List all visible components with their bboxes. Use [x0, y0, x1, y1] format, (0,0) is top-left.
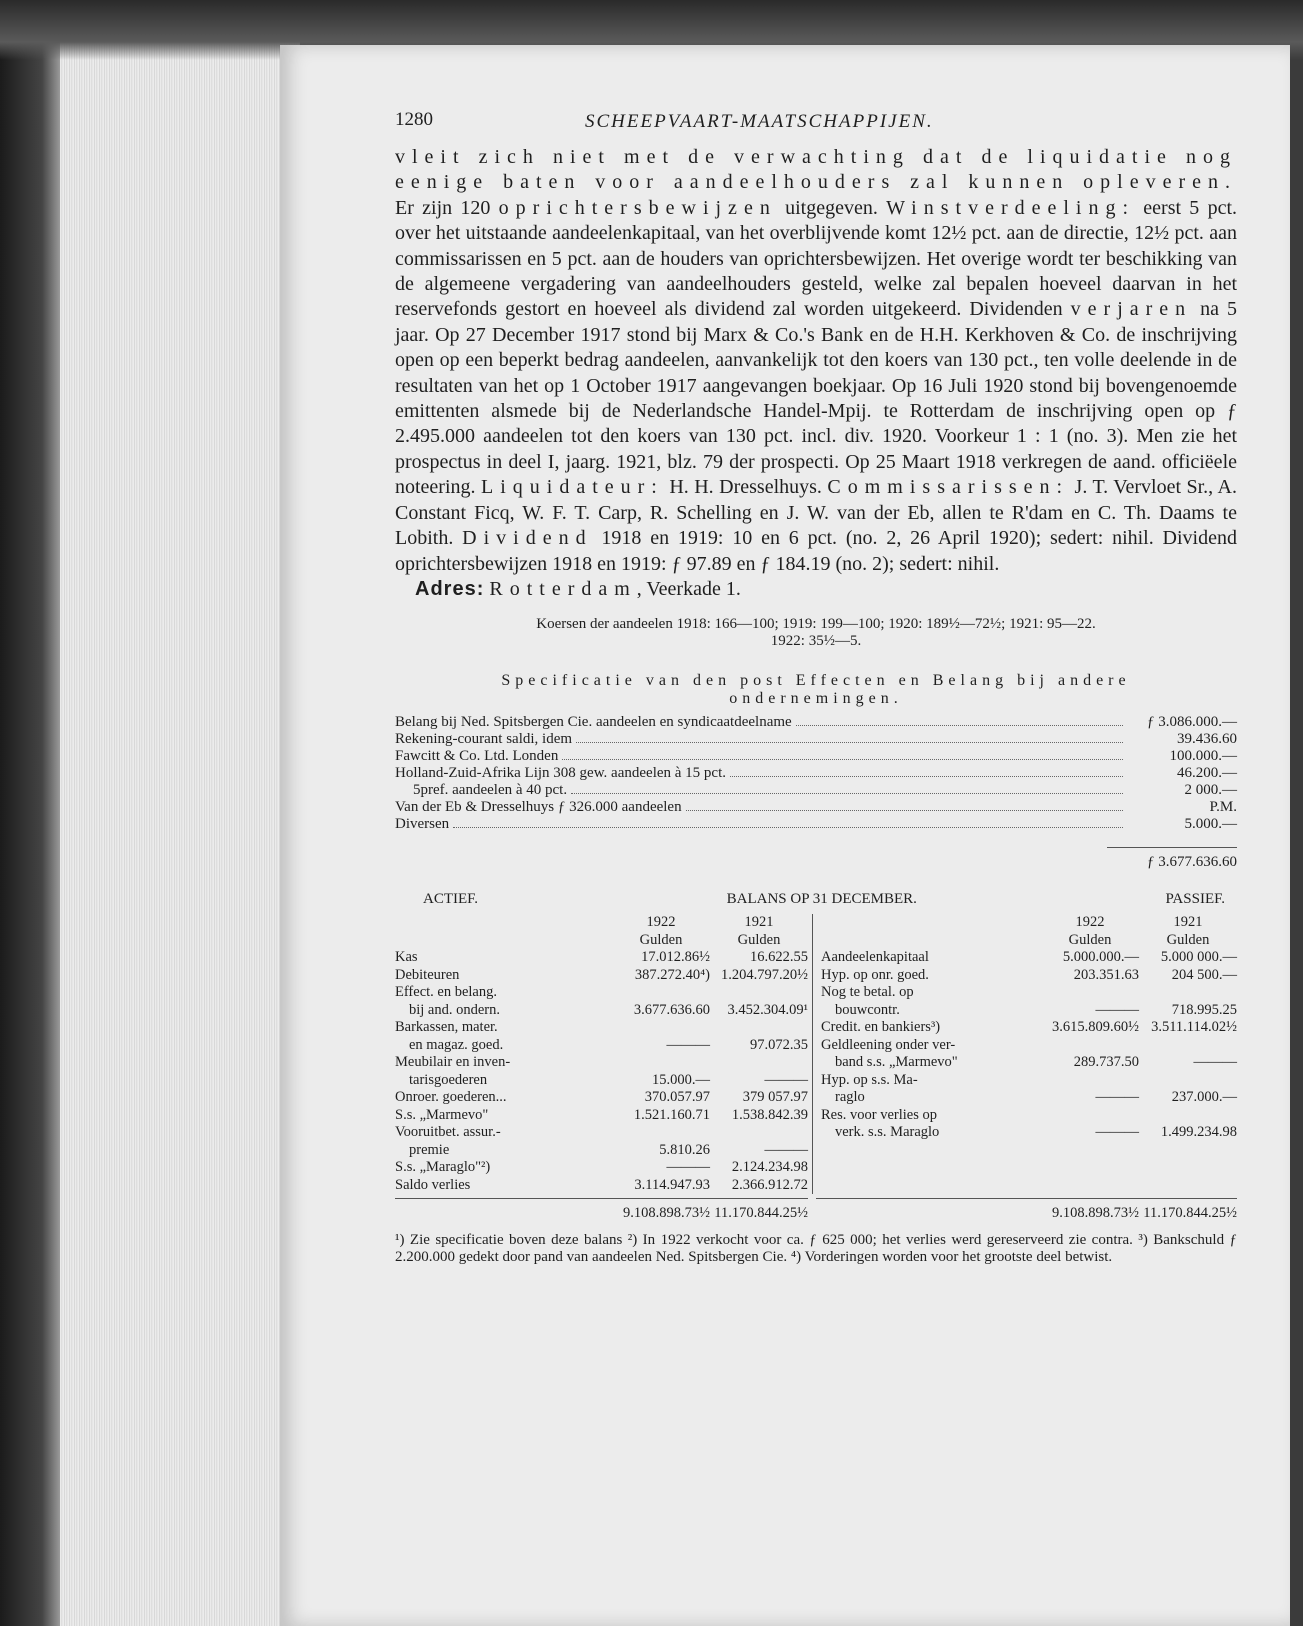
spec-amount: 100.000.—: [1169, 748, 1237, 765]
footnotes: ¹) Zie specificatie boven deze balans ²) In 1922 verkocht voor ca. ƒ 625 000; het verlies werd gereserveerd zie contra. ³) Bankschuld ƒ 2.200.000 gedekt door pand van aandeelen Ned. Spitsbergen Cie. ⁴) Vorderingen worden voor het grootste deel betwist.: [395, 1232, 1237, 1265]
unit-label: Gulden: [639, 931, 683, 948]
passief-label-cell: raglo: [835, 1089, 865, 1106]
actief-label-cell: Debiteuren: [395, 966, 460, 983]
actief-label-cell: Kas: [395, 949, 418, 966]
actief-1922: ———: [666, 1159, 710, 1176]
actief-label: ACTIEF.: [423, 891, 479, 908]
specificatie-list: [395, 714, 1237, 833]
actief-1921: ———: [764, 1071, 808, 1088]
actief-1921: 97.072.35: [750, 1036, 808, 1053]
actief-row: [395, 1177, 808, 1195]
adres-city: Rotterdam: [489, 577, 637, 600]
commissarissen-heading: Commissarissen:: [827, 476, 1070, 499]
spec-amount: P.M.: [1209, 799, 1237, 816]
actief-row: [395, 967, 808, 985]
actief-row: [395, 1054, 808, 1072]
actief-1922: ———: [666, 1036, 710, 1053]
dividend-heading: Dividend: [462, 527, 593, 550]
actief-row: [395, 1089, 808, 1107]
passief-1921: 3.511.114.02½: [1151, 1019, 1237, 1036]
spec-label: Rekening-courant saldi, idem: [395, 731, 573, 748]
year-1922: 1922: [1075, 914, 1105, 931]
actief-1921: 3.452.304.09¹: [727, 1001, 808, 1018]
year-1922: 1922: [646, 914, 676, 931]
passief-label-cell: Res. voor verlies op: [821, 1106, 937, 1123]
passief-row: [821, 967, 1237, 985]
koersen-block: [395, 616, 1237, 650]
actief-total-1922: 9.108.898.73½: [623, 1205, 710, 1222]
passief-1922: 5.000.000.—: [1062, 949, 1139, 966]
dot-leader: [796, 725, 1123, 726]
actief-row: [395, 984, 808, 1002]
passief-label-cell: Geldleening onder ver-: [821, 1036, 956, 1053]
actief-1922: 1.521.160.71: [633, 1106, 710, 1123]
passief-label-cell: Hyp. op s.s. Ma-: [821, 1071, 918, 1088]
actief-1921: ———: [764, 1141, 808, 1158]
balance-sheet: [395, 914, 1237, 1194]
spec-row: [395, 731, 1237, 748]
adres-label: Adres:: [415, 577, 485, 600]
passief-label: PASSIEF.: [1165, 891, 1225, 908]
body-text-1: vleit zich niet met de verwachting dat de liquidatie nog eenige baten voor aandeelhouders zal kunnen opleveren.: [395, 146, 1237, 194]
passief-1921: 1.499.234.98: [1160, 1124, 1237, 1141]
koersen-line-2: 1922: 35½—5.: [770, 633, 862, 650]
actief-label-cell: tarisgoederen: [409, 1071, 488, 1088]
passief-1921: 5.000 000.—: [1160, 949, 1237, 966]
spec-label: Fawcitt & Co. Ltd. Londen: [395, 748, 559, 765]
body-text-2: Er zijn 120: [395, 196, 499, 219]
spec-row: [395, 799, 1237, 816]
actief-row: [395, 1019, 808, 1037]
actief-1922: 17.012.86½: [641, 949, 710, 966]
passief-row: [821, 1002, 1237, 1020]
passief-row: [821, 1089, 1237, 1107]
actief-1921: 2.366.912.72: [731, 1176, 808, 1193]
page-content: [395, 105, 1237, 1265]
passief-label-cell: Nog te betal. op: [821, 984, 914, 1001]
passief-1922: ———: [1095, 1089, 1139, 1106]
passief-row: [821, 1037, 1237, 1055]
balance-totals: [395, 1198, 1237, 1222]
actief-row: [395, 949, 808, 967]
balans-heading: [395, 891, 1237, 908]
spec-label: Diversen: [395, 816, 450, 833]
actief-row: [395, 1124, 808, 1142]
specificatie-title-line-1: Specificatie van den post Effecten en Belang bij andere: [501, 672, 1131, 690]
page-header: [395, 105, 1237, 145]
spec-row: [395, 765, 1237, 782]
dot-leader: [686, 810, 1123, 811]
specificatie-title-line-2: ondernemingen.: [729, 690, 903, 708]
passief-1921: 237.000.—: [1171, 1089, 1237, 1106]
actief-1922: 15.000.—: [652, 1071, 710, 1088]
passief-totals: [816, 1198, 1237, 1222]
passief-label-cell: bouwcontr.: [835, 1001, 900, 1018]
page-number: 1280: [395, 109, 433, 130]
actief-row: [395, 1037, 808, 1055]
spec-amount: 2 000.—: [1184, 782, 1237, 799]
body-text-8: na 5 jaar. Op 27 December 1917 stond bij Marx & Co.'s Bank en de H.H. Kerkhoven & Co. de inschrijving open op een beperkt bedrag aandeelen, aanvankelijk tot den koers van 130 pct., ten volle deelende in de resultaten van het op 1 October 1917 aangevangen boekjaar. Op 16 Juli 1920 stond bij bovengenoemde emittenten alsmede bij de Nederlandsche Handel-Mpij. te Rotterdam de inschrijving open op ƒ 2.495.000 aandeelen tot den koers van 130 pct. incl. div. 1920. Voorkeur 1 : 1 (no. 3). Men zie het prospectus in deel I, jaarg. 1921, blz. 79 der prospecti. Op 25 Maart 1918 verkregen de aand. officiëele noteering.: [395, 298, 1237, 499]
passief-label-cell: band s.s. „Marmevo": [835, 1054, 958, 1071]
actief-1922: 387.272.40⁴): [634, 966, 710, 983]
actief-1922: 370.057.97: [644, 1089, 710, 1106]
passief-row: [821, 984, 1237, 1002]
actief-label-cell: premie: [409, 1141, 450, 1158]
actief-label-cell: S.s. „Maraglo"²): [395, 1159, 491, 1176]
body-text-3: oprichtersbewijzen: [498, 196, 777, 219]
book-page: [280, 45, 1290, 1626]
passief-label-cell: Aandeelenkapitaal: [821, 949, 929, 966]
actief-label-cell: bij and. ondern.: [409, 1001, 501, 1018]
dot-leader: [571, 793, 1123, 794]
winstverdeeling-heading: Winstverdeeling:: [886, 196, 1136, 219]
passief-label-cell: Credit. en bankiers³): [821, 1019, 941, 1036]
actief-label-cell: Meubilair en inven-: [395, 1054, 511, 1071]
dot-leader: [562, 759, 1123, 760]
adres-rest: , Veerkade 1.: [636, 577, 741, 600]
dot-leader: [576, 742, 1123, 743]
actief-1922: 5.810.26: [659, 1141, 710, 1158]
passief-1921: 204 500.—: [1171, 966, 1237, 983]
spec-label: Belang bij Ned. Spitsbergen Cie. aandeelen en syndicaatdeelname: [395, 714, 792, 731]
passief-1921: ———: [1193, 1054, 1237, 1071]
passief-row: [821, 949, 1237, 967]
specificatie-title: [395, 672, 1237, 708]
spec-amount: ƒ 3.086.000.—: [1147, 714, 1237, 731]
year-header: [395, 914, 808, 932]
passief-row: [821, 1124, 1237, 1142]
actief-1921: 1.538.842.39: [731, 1106, 808, 1123]
year-1921: 1921: [1173, 914, 1203, 931]
body-text-12: J. T. Vervloet Sr., A. Constant Ficq, W. F. T. Carp, R. Schelling en J. W. van der Eb, allen te R'dam en C. Th. Daams te Lobith.: [395, 476, 1237, 550]
body-text-10: H. H. Dresselhuys.: [663, 476, 828, 499]
passief-label-cell: Hyp. op onr. goed.: [821, 966, 929, 983]
passief-total-1922: 9.108.898.73½: [1052, 1205, 1139, 1222]
actief-row: [395, 1159, 808, 1177]
passief-row: [821, 1054, 1237, 1072]
dot-leader: [730, 776, 1123, 777]
balans-title: BALANS OP 31 DECEMBER.: [726, 891, 917, 908]
spec-row: [395, 782, 1237, 799]
spec-row: [395, 816, 1237, 833]
body-text-14: 1918 en 1919: 10 en 6 pct. (no. 2, 26 April 1920); sedert: nihil. Dividend oprichtersbewijzen 1918 en 1919: ƒ 97.89 en ƒ 184.19 (no. 2); sedert: nihil.: [395, 527, 1237, 575]
passief-1922: ———: [1095, 1001, 1139, 1018]
unit-label: Gulden: [1166, 931, 1210, 948]
spec-row: [395, 714, 1237, 731]
actief-1921: 1.204.797.20½: [721, 966, 808, 983]
year-header: [821, 914, 1237, 932]
spec-row: [395, 748, 1237, 765]
actief-column: [395, 914, 813, 1194]
passief-1921: 718.995.25: [1171, 1001, 1237, 1018]
passief-1922: 203.351.63: [1073, 966, 1139, 983]
actief-label-cell: en magaz. goed.: [409, 1036, 504, 1053]
actief-label-cell: Barkassen, mater.: [395, 1019, 498, 1036]
body-paragraph: [395, 145, 1237, 602]
verjaren-heading: verjaren: [1070, 298, 1193, 321]
year-1921: 1921: [744, 914, 774, 931]
actief-totals: [395, 1198, 808, 1222]
actief-label-cell: Effect. en belang.: [395, 984, 497, 1001]
unit-label: Gulden: [1068, 931, 1112, 948]
passief-1922: 289.737.50: [1073, 1054, 1139, 1071]
actief-row: [395, 1142, 808, 1160]
actief-total-1921: 11.170.844.25½: [714, 1205, 808, 1222]
actief-label-cell: S.s. „Marmevo": [395, 1106, 489, 1123]
body-text-6: eerst 5 pct. over het uitstaande aandeelenkapitaal, van het overblijvende komt 12½ pct. aan de directie, 12½ pct. aan commissarissen en 5 pct. aan de houders van oprichtersbewijzen. Het overige wordt ter beschikking van de algemeene vergadering van aandeelhouders gesteld, welke zal bepalen hoeveel daarvan in het reservefonds gestort en hoeveel als dividend zal worden uitgekeerd. Dividenden: [395, 196, 1237, 321]
body-text-4: uitgegeven.: [776, 196, 887, 219]
koersen-line-1: Koersen der aandeelen 1918: 166—100; 1919: 199—100; 1920: 189½—72½; 1921: 95—22.: [536, 616, 1096, 633]
actief-label-cell: Saldo verlies: [395, 1176, 471, 1193]
passief-row: [821, 1072, 1237, 1090]
passief-column: [813, 914, 1237, 1194]
actief-1921: 379 057.97: [742, 1089, 808, 1106]
unit-header: [821, 932, 1237, 950]
actief-row: [395, 1107, 808, 1125]
passief-1922: ———: [1095, 1124, 1139, 1141]
unit-header: [395, 932, 808, 950]
actief-row: [395, 1072, 808, 1090]
passief-1922: 3.615.809.60½: [1052, 1019, 1139, 1036]
passief-label-cell: verk. s.s. Maraglo: [835, 1124, 940, 1141]
actief-label-cell: Onroer. goederen...: [395, 1089, 507, 1106]
book-spine-shadow: [0, 0, 60, 1626]
actief-1922: 3.114.947.93: [634, 1176, 710, 1193]
actief-row: [395, 1002, 808, 1020]
spec-label: 5pref. aandeelen à 40 pct.: [413, 782, 568, 799]
spec-label: Holland-Zuid-Afrika Lijn 308 gew. aandeelen à 15 pct.: [395, 765, 726, 782]
running-title: SCHEEPVAART-MAATSCHAPPIJEN.: [585, 111, 934, 132]
passief-row: [821, 1107, 1237, 1125]
spec-amount: 39.436.60: [1177, 731, 1237, 748]
actief-label-cell: Vooruitbet. assur.-: [395, 1124, 501, 1141]
spec-amount: 46.200.—: [1177, 765, 1237, 782]
specificatie-total: ƒ 3.677.636.60: [1107, 847, 1237, 871]
actief-1921: 16.622.55: [750, 949, 808, 966]
passief-total-1921: 11.170.844.25½: [1143, 1205, 1237, 1222]
unit-label: Gulden: [737, 931, 781, 948]
spec-amount: 5.000.—: [1184, 816, 1237, 833]
actief-1922: 3.677.636.60: [633, 1001, 710, 1018]
passief-row: [821, 1019, 1237, 1037]
spec-label: Van der Eb & Dresselhuys ƒ 326.000 aandeelen: [395, 799, 682, 816]
liquidateur-heading: Liquidateur:: [481, 476, 664, 499]
actief-1921: 2.124.234.98: [731, 1159, 808, 1176]
dot-leader: [453, 827, 1123, 828]
